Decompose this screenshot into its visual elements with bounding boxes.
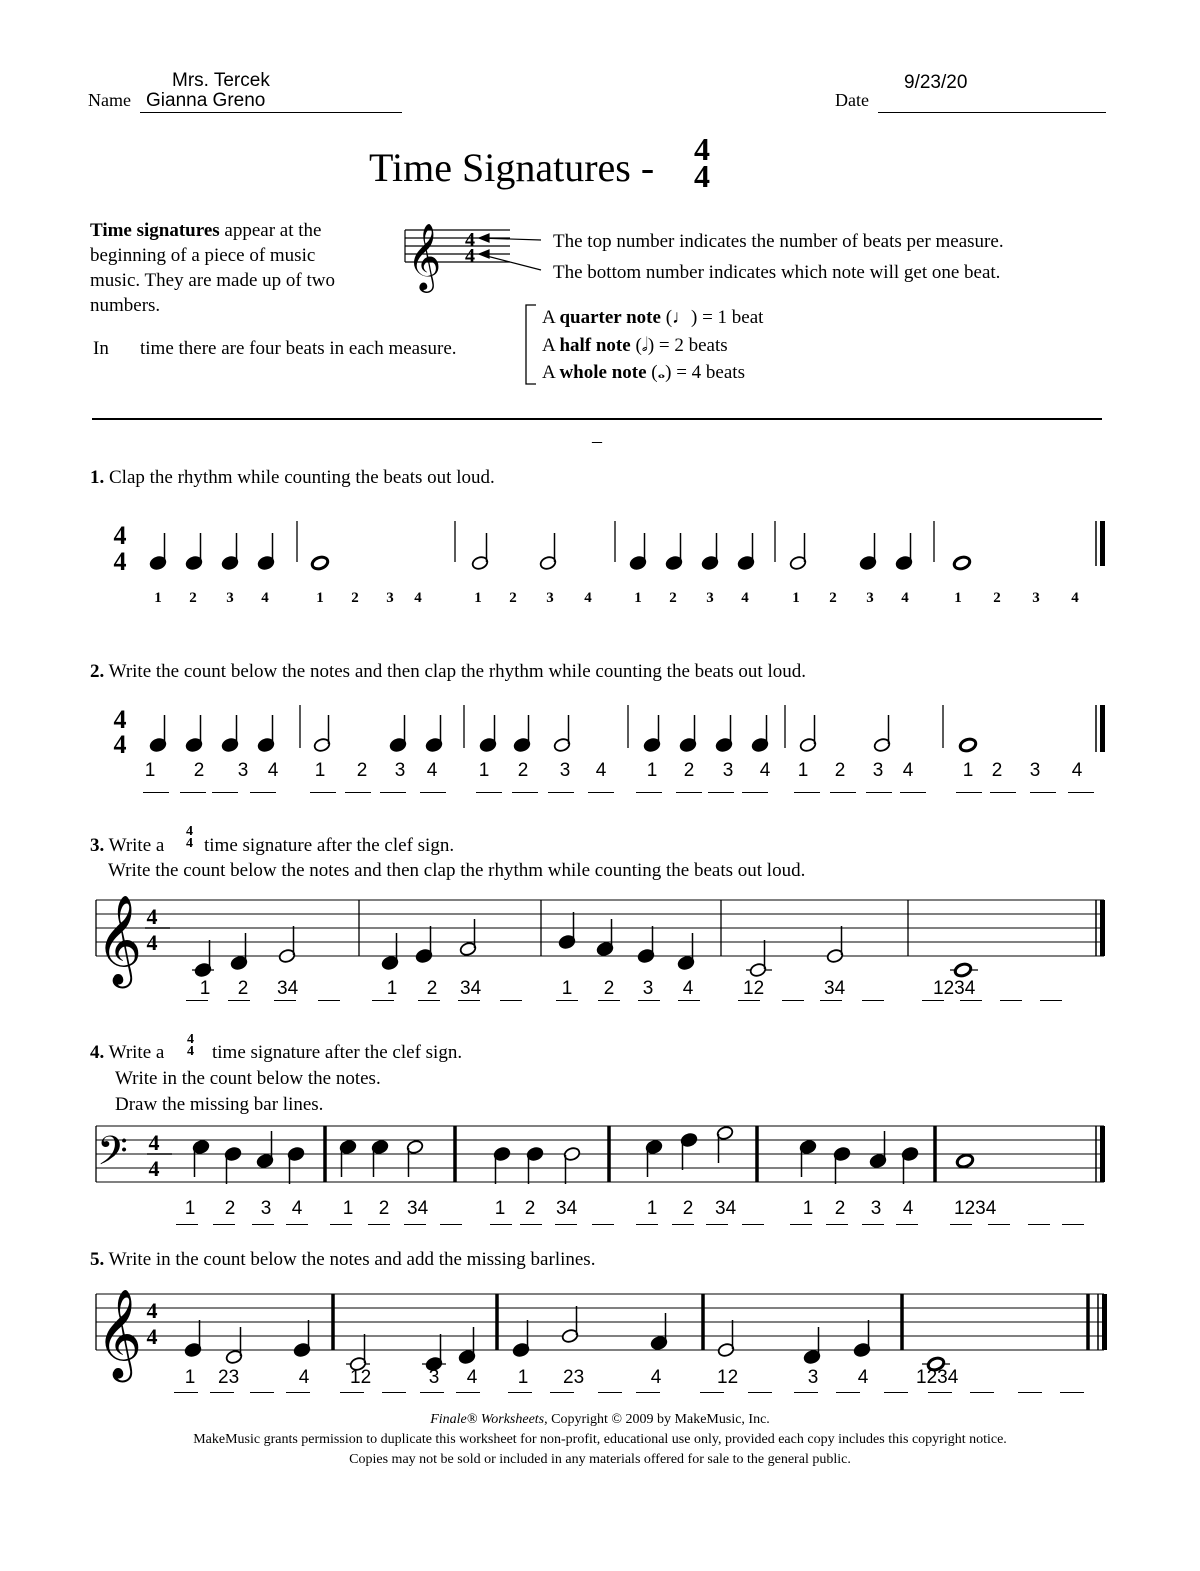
count-label: 3: [428, 1367, 440, 1388]
count-blank[interactable]: [884, 1392, 908, 1393]
count-blank[interactable]: [1060, 1392, 1084, 1393]
count-label: 3: [1032, 590, 1040, 606]
count-label: 3: [386, 590, 394, 606]
count-blank[interactable]: [382, 1392, 406, 1393]
count-label: 4: [414, 590, 422, 606]
title-ts-top: 4: [694, 131, 710, 167]
count-blank[interactable]: [700, 1392, 724, 1393]
count-label: 3: [559, 760, 571, 781]
count-label: 23: [563, 1367, 585, 1388]
count-blank[interactable]: [250, 1392, 274, 1393]
whole-note-icon: 𝅝: [657, 362, 666, 383]
time-signature-top: 4: [146, 1298, 158, 1323]
count-label: 2: [834, 760, 846, 781]
date-label: Date: [835, 90, 869, 110]
time-signature-bottom: 4: [113, 547, 127, 576]
count-label: 1: [474, 590, 482, 606]
count-label: 3: [260, 1198, 272, 1219]
count-label: 4: [902, 1198, 914, 1219]
count-label: 12: [743, 978, 765, 999]
count-label: 4: [741, 590, 749, 606]
treble-clef-icon: 𝄞: [96, 895, 143, 985]
exercise-4-inline-ts: 4 4: [187, 1032, 194, 1059]
time-signature-bottom: 4: [148, 1156, 160, 1181]
count-label: 34: [556, 1198, 578, 1219]
count-label: 2: [224, 1198, 236, 1219]
count-label: 3: [237, 760, 249, 781]
count-label: 3: [546, 590, 554, 606]
count-label: 34: [715, 1198, 737, 1219]
svg-text:4: 4: [465, 229, 475, 251]
exercise-4-instruction-line2: Write in the count below the notes.: [115, 1068, 381, 1089]
count-label: 34: [824, 978, 846, 999]
count-label: 3: [394, 760, 406, 781]
count-label: 4: [650, 1367, 662, 1388]
count-label: 1: [646, 760, 658, 781]
count-label: 1: [199, 978, 211, 999]
exercise-3-instruction-end: time signature after the clef sign.: [204, 835, 455, 856]
count-label: 1: [494, 1198, 506, 1219]
count-blank[interactable]: [794, 1392, 818, 1393]
time-signature-top: 4: [113, 705, 127, 734]
count-label: 34: [460, 978, 482, 999]
count-label: 2: [669, 590, 677, 606]
count-label: 1: [342, 1198, 354, 1219]
count-label: 2: [524, 1198, 536, 1219]
count-label: 3: [226, 590, 234, 606]
count-label: 4: [759, 760, 771, 781]
student-name: Gianna Greno: [146, 90, 266, 111]
final-barline: [1102, 1294, 1107, 1350]
whole-note-line: A whole note (𝅝) = 4 beats: [542, 362, 745, 383]
time-signature-bottom: 4: [146, 1324, 158, 1349]
count-label: 23: [218, 1367, 240, 1388]
count-blank[interactable]: [836, 1392, 860, 1393]
count-label: 1: [316, 590, 324, 606]
count-label: 3: [722, 760, 734, 781]
count-label: 3: [870, 1198, 882, 1219]
count-blank[interactable]: [456, 1392, 480, 1393]
svg-text:4: 4: [465, 245, 475, 267]
exercise-3-instruction-line2: Write the count below the notes and then clap the rhythm while counting the beats out loud.: [108, 860, 806, 881]
divider-tail: –: [592, 430, 602, 452]
count-label: 2: [517, 760, 529, 781]
count-label: 12: [350, 1367, 372, 1388]
count-label: 2: [378, 1198, 390, 1219]
count-label: 2: [356, 760, 368, 781]
teacher-name: Mrs. Tercek: [172, 70, 270, 91]
count-label: 34: [277, 978, 299, 999]
exercise-5-instruction: 5. Write in the count below the notes and add the missing barlines.: [90, 1249, 596, 1270]
intro-line-4: numbers.: [90, 295, 161, 316]
count-blank[interactable]: [550, 1392, 574, 1393]
intro-line-2: beginning of a piece of music: [90, 245, 316, 266]
count-label: 4: [1071, 760, 1083, 781]
treble-clef-icon: 𝄞: [96, 1289, 143, 1379]
count-label: 2: [991, 760, 1003, 781]
count-label: 34: [407, 1198, 429, 1219]
count-blank[interactable]: [970, 1392, 994, 1393]
half-note-icon: 𝅗𝅥: [641, 335, 648, 356]
count-label: 2: [683, 760, 695, 781]
time-signature-bottom: 4: [113, 730, 127, 759]
count-label: 3: [1029, 760, 1041, 781]
count-label: 2: [682, 1198, 694, 1219]
exercise-2-instruction: 2. Write the count below the notes and then clap the rhythm while counting the beats out loud.: [90, 661, 806, 682]
count-blank[interactable]: [340, 1392, 364, 1393]
count-label: 1: [954, 590, 962, 606]
footer-copyright: Finale® Worksheets, Copyright © 2009 by MakeMusic, Inc.: [430, 1412, 770, 1427]
exercise-3-inline-ts: 4 4: [186, 824, 193, 851]
count-label: 2: [834, 1198, 846, 1219]
count-label: 4: [857, 1367, 869, 1388]
count-label: 1: [478, 760, 490, 781]
count-label: 2: [829, 590, 837, 606]
treble-clef-icon: 𝄞: [407, 222, 442, 290]
count-blank[interactable]: [636, 1392, 660, 1393]
name-label: Name: [88, 90, 131, 110]
count-label: 1234: [954, 1198, 997, 1219]
count-label: 4: [1071, 590, 1079, 606]
count-label: 1: [792, 590, 800, 606]
bass-clef-icon: 𝄢: [97, 1128, 128, 1184]
count-label: 2: [993, 590, 1001, 606]
time-signature-bottom: 4: [146, 930, 158, 955]
count-label: 1: [517, 1367, 529, 1388]
count-label: 1: [154, 590, 162, 606]
time-signature-top: 4: [113, 521, 127, 550]
intro-line-1: Time signatures appear at the: [90, 220, 322, 241]
count-label: 1: [561, 978, 573, 999]
bottom-number-text: The bottom number indicates which note will get one beat.: [553, 262, 1001, 283]
half-note-line: A half note (𝅗𝅥) = 2 beats: [542, 335, 728, 356]
count-label: 4: [595, 760, 607, 781]
count-label: 4: [466, 1367, 478, 1388]
count-label: 1: [144, 760, 156, 781]
count-blank[interactable]: [508, 1392, 532, 1393]
footer-restriction: Copies may not be sold or included in any materials offered for sale to the general public.: [349, 1452, 851, 1467]
count-blank[interactable]: [174, 1392, 198, 1393]
count-label: 12: [717, 1367, 739, 1388]
count-label: 1: [646, 1198, 658, 1219]
count-label: 1: [797, 760, 809, 781]
quarter-note-line: A quarter note (♩) = 1 beat: [542, 307, 764, 328]
count-label: 4: [291, 1198, 303, 1219]
count-label: 2: [426, 978, 438, 999]
top-number-text: The top number indicates the number of beats per measure.: [553, 231, 1004, 252]
count-label: 4: [426, 760, 438, 781]
count-label: 4: [267, 760, 279, 781]
count-label: 1: [184, 1367, 196, 1388]
count-label: 4: [261, 590, 269, 606]
count-blank[interactable]: [598, 1392, 622, 1393]
count-label: 4: [901, 590, 909, 606]
count-label: 4: [584, 590, 592, 606]
count-label: 1234: [916, 1367, 959, 1388]
count-label: 3: [807, 1367, 819, 1388]
exercise-1-instruction: 1. Clap the rhythm while counting the beats out loud.: [90, 467, 495, 488]
count-label: 2: [237, 978, 249, 999]
exercise-4-instruction-end: time signature after the clef sign.: [212, 1042, 463, 1063]
footer-permission: MakeMusic grants permission to duplicate this worksheet for non-profit, educational use only, provided each copy includes this copyright notice.: [193, 1432, 1007, 1447]
count-label: 3: [872, 760, 884, 781]
count-label: 2: [509, 590, 517, 606]
exercise-4-instruction-line3: Draw the missing bar lines.: [115, 1094, 324, 1115]
count-label: 3: [866, 590, 874, 606]
quarter-note-icon: ♩: [672, 307, 692, 328]
count-label: 1234: [933, 978, 976, 999]
title-ts-bottom: 4: [694, 158, 710, 195]
date-value: 9/23/20: [904, 72, 968, 93]
page-title: Time Signatures -: [369, 145, 655, 190]
count-label: 2: [189, 590, 197, 606]
count-label: 1: [386, 978, 398, 999]
count-label: 4: [902, 760, 914, 781]
count-blank[interactable]: [286, 1392, 310, 1393]
intro-line-3: music. They are made up of two: [90, 270, 335, 291]
intro-in-word: In: [93, 338, 109, 359]
time-signature-top: 4: [148, 1130, 160, 1155]
count-blank[interactable]: [420, 1392, 444, 1393]
exercise-3-instruction: 3. Write a: [90, 835, 165, 856]
count-label: 4: [682, 978, 694, 999]
count-blank[interactable]: [210, 1392, 234, 1393]
count-blank[interactable]: [748, 1392, 772, 1393]
count-label: 2: [351, 590, 359, 606]
count-label: 1: [314, 760, 326, 781]
count-label: 1: [184, 1198, 196, 1219]
count-label: 1: [634, 590, 642, 606]
count-label: 4: [298, 1367, 310, 1388]
count-blank[interactable]: [928, 1392, 952, 1393]
count-blank[interactable]: [1018, 1392, 1042, 1393]
time-signature-top: 4: [146, 904, 158, 929]
count-label: 1: [962, 760, 974, 781]
count-label: 3: [642, 978, 654, 999]
intro-in-sentence: time there are four beats in each measure.: [140, 338, 457, 359]
count-label: 3: [706, 590, 714, 606]
count-label: 2: [193, 760, 205, 781]
count-label: 1: [802, 1198, 814, 1219]
exercise-4-instruction: 4. Write a: [90, 1042, 165, 1063]
count-label: 2: [603, 978, 615, 999]
